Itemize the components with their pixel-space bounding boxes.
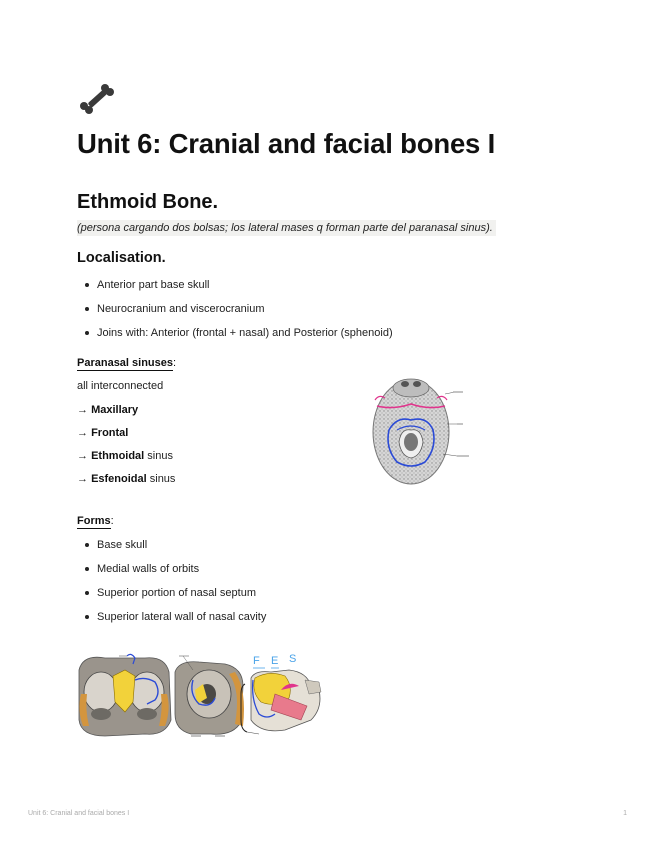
list-item: Joins with: Anterior (frontal + nasal) and Posterior (sphenoid) [77, 325, 393, 349]
list-item: Neurocranium and viscerocranium [77, 301, 393, 325]
page-number: 1 [623, 810, 627, 817]
forms-heading-colon: : [110, 515, 114, 527]
mnemonic-note: (persona cargando dos bolsas; los lateral mases q forman parte del paranasal sinus). [77, 220, 496, 236]
sinus-name: Ethmoidal [91, 450, 145, 462]
list-item: Superior portion of nasal septum [77, 585, 266, 609]
page-title: Unit 6: Cranial and facial bones I [77, 128, 496, 159]
paranasal-intro: all interconnected [77, 380, 164, 392]
arrow: → [77, 473, 92, 485]
handwritten-letter-f: F [253, 655, 260, 667]
nasal-wall-view [241, 653, 321, 734]
sinus-item-ethmoidal [77, 449, 175, 472]
skull-front-view [79, 654, 171, 736]
sinus-suffix: sinus [146, 473, 176, 485]
sinus-name: Maxillary [91, 404, 139, 416]
sinus-list [77, 403, 175, 495]
forms-heading [77, 515, 114, 527]
arrow: → [77, 450, 92, 462]
arrow: → [77, 427, 92, 439]
handwritten-letter-e: E [271, 655, 279, 667]
list-item: Anterior part base skull [77, 277, 393, 301]
sinus-name: Esfenoidal [91, 473, 147, 485]
paranasal-heading-text: Paranasal sinuses [77, 357, 174, 369]
handwritten-letter-s: S [289, 653, 297, 665]
bone-icon [78, 82, 116, 116]
sinus-name: Frontal [91, 427, 129, 439]
forms-list [77, 537, 266, 633]
list-item: Superior lateral wall of nasal cavity [77, 609, 266, 633]
list-item: Medial walls of orbits [77, 561, 266, 585]
arrow: → [77, 404, 92, 416]
forms-heading-text: Forms [77, 515, 111, 527]
footer-title: Unit 6: Cranial and facial bones I [28, 810, 130, 817]
ethmoid-heading: Ethmoid Bone. [77, 191, 219, 213]
localisation-heading: Localisation. [77, 250, 166, 266]
sinus-suffix: sinus [144, 450, 173, 462]
sinus-item-frontal [77, 426, 175, 449]
list-item: Base skull [77, 537, 266, 561]
sinus-item-esfenoidal [77, 472, 175, 495]
paranasal-heading-colon: : [173, 357, 177, 369]
sinus-item-maxillary [77, 403, 175, 426]
skull-base-image [367, 370, 475, 488]
orbit-view [175, 656, 244, 736]
paranasal-heading [77, 357, 176, 369]
ethmoid-bone-views-image [75, 650, 325, 742]
localisation-list [77, 277, 393, 349]
